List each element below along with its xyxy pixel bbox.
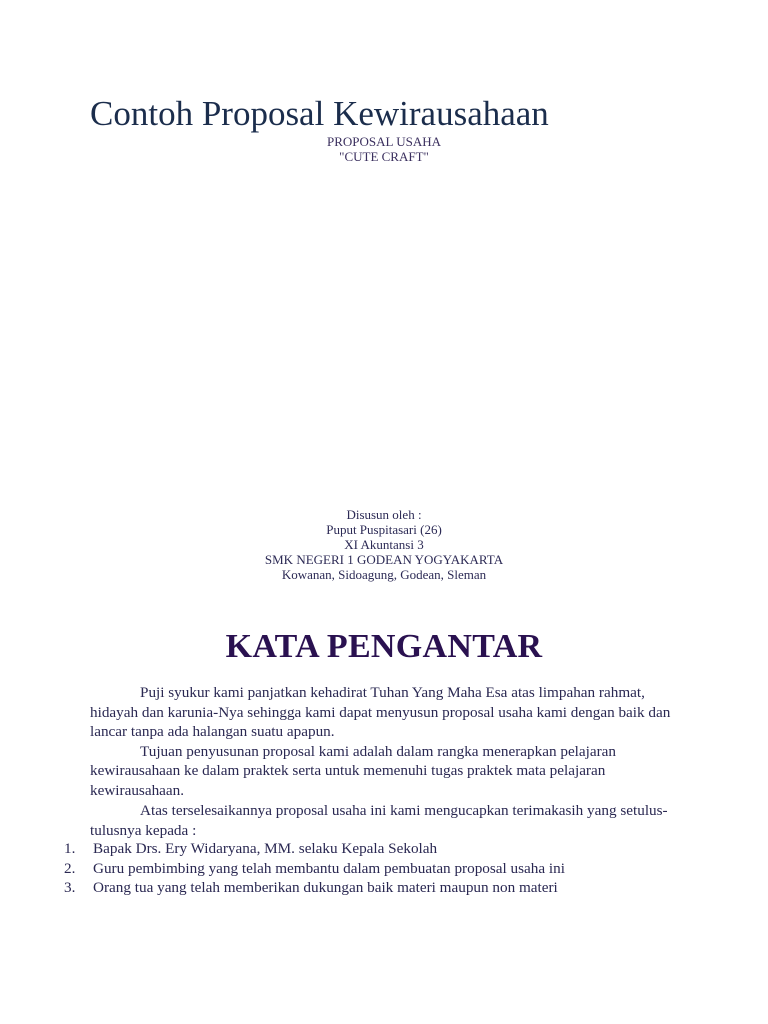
subtitle-line-2: "CUTE CRAFT" <box>339 149 429 164</box>
author-info <box>0 507 768 582</box>
paragraph-3-container <box>90 801 690 840</box>
paragraph-3: Atas terselesaikannya proposal usaha ini kami mengucapkan terimakasih yang setulus-tulusnya kepada : <box>90 802 668 839</box>
author-address: Kowanan, Sidoagung, Godean, Sleman <box>281 567 487 582</box>
author-label: Disusun oleh : <box>346 507 422 522</box>
author-name: Puput Puspitasari (26) <box>326 522 442 537</box>
list-text: Orang tua yang telah memberikan dukungan baik materi maupun non materi <box>93 879 558 896</box>
list-item <box>64 839 565 859</box>
list-item <box>64 859 565 879</box>
list-number: 1. <box>64 840 76 857</box>
subtitle-line-1: PROPOSAL USAHA <box>326 134 442 149</box>
paragraph-1: Puji syukur kami panjatkan kehadirat Tuhan Yang Maha Esa atas limpahan rahmat, hidayah dan karunia-Nya sehingga kami dapat menyusun proposal usaha kami dengan baik dan lancar tanpa ada halangan suatu apapun. <box>90 684 671 740</box>
list-item <box>64 878 565 898</box>
section-heading: KATA PENGANTAR <box>225 628 543 665</box>
list-text: Guru pembimbing yang telah membantu dalam pembuatan proposal usaha ini <box>93 859 565 877</box>
thanks-list <box>64 839 565 898</box>
author-class: XI Akuntansi 3 <box>344 537 424 552</box>
paragraph-2: Tujuan penyusunan proposal kami adalah dalam rangka menerapkan pelajaran kewirausahaan ke dalam praktek serta untuk memenuhi tugas praktek mata pelajaran kewirausahaan. <box>90 742 616 799</box>
document-title: Contoh Proposal Kewirausahaan <box>90 94 549 133</box>
list-text: Bapak Drs. Ery Widaryana, MM. selaku Kepala Sekolah <box>93 840 438 857</box>
proposal-subtitle <box>0 134 768 164</box>
list-number: 3. <box>64 879 76 896</box>
body-paragraphs <box>90 683 690 800</box>
list-number: 2. <box>64 859 76 877</box>
author-school: SMK NEGERI 1 GODEAN YOGYAKARTA <box>264 552 504 567</box>
